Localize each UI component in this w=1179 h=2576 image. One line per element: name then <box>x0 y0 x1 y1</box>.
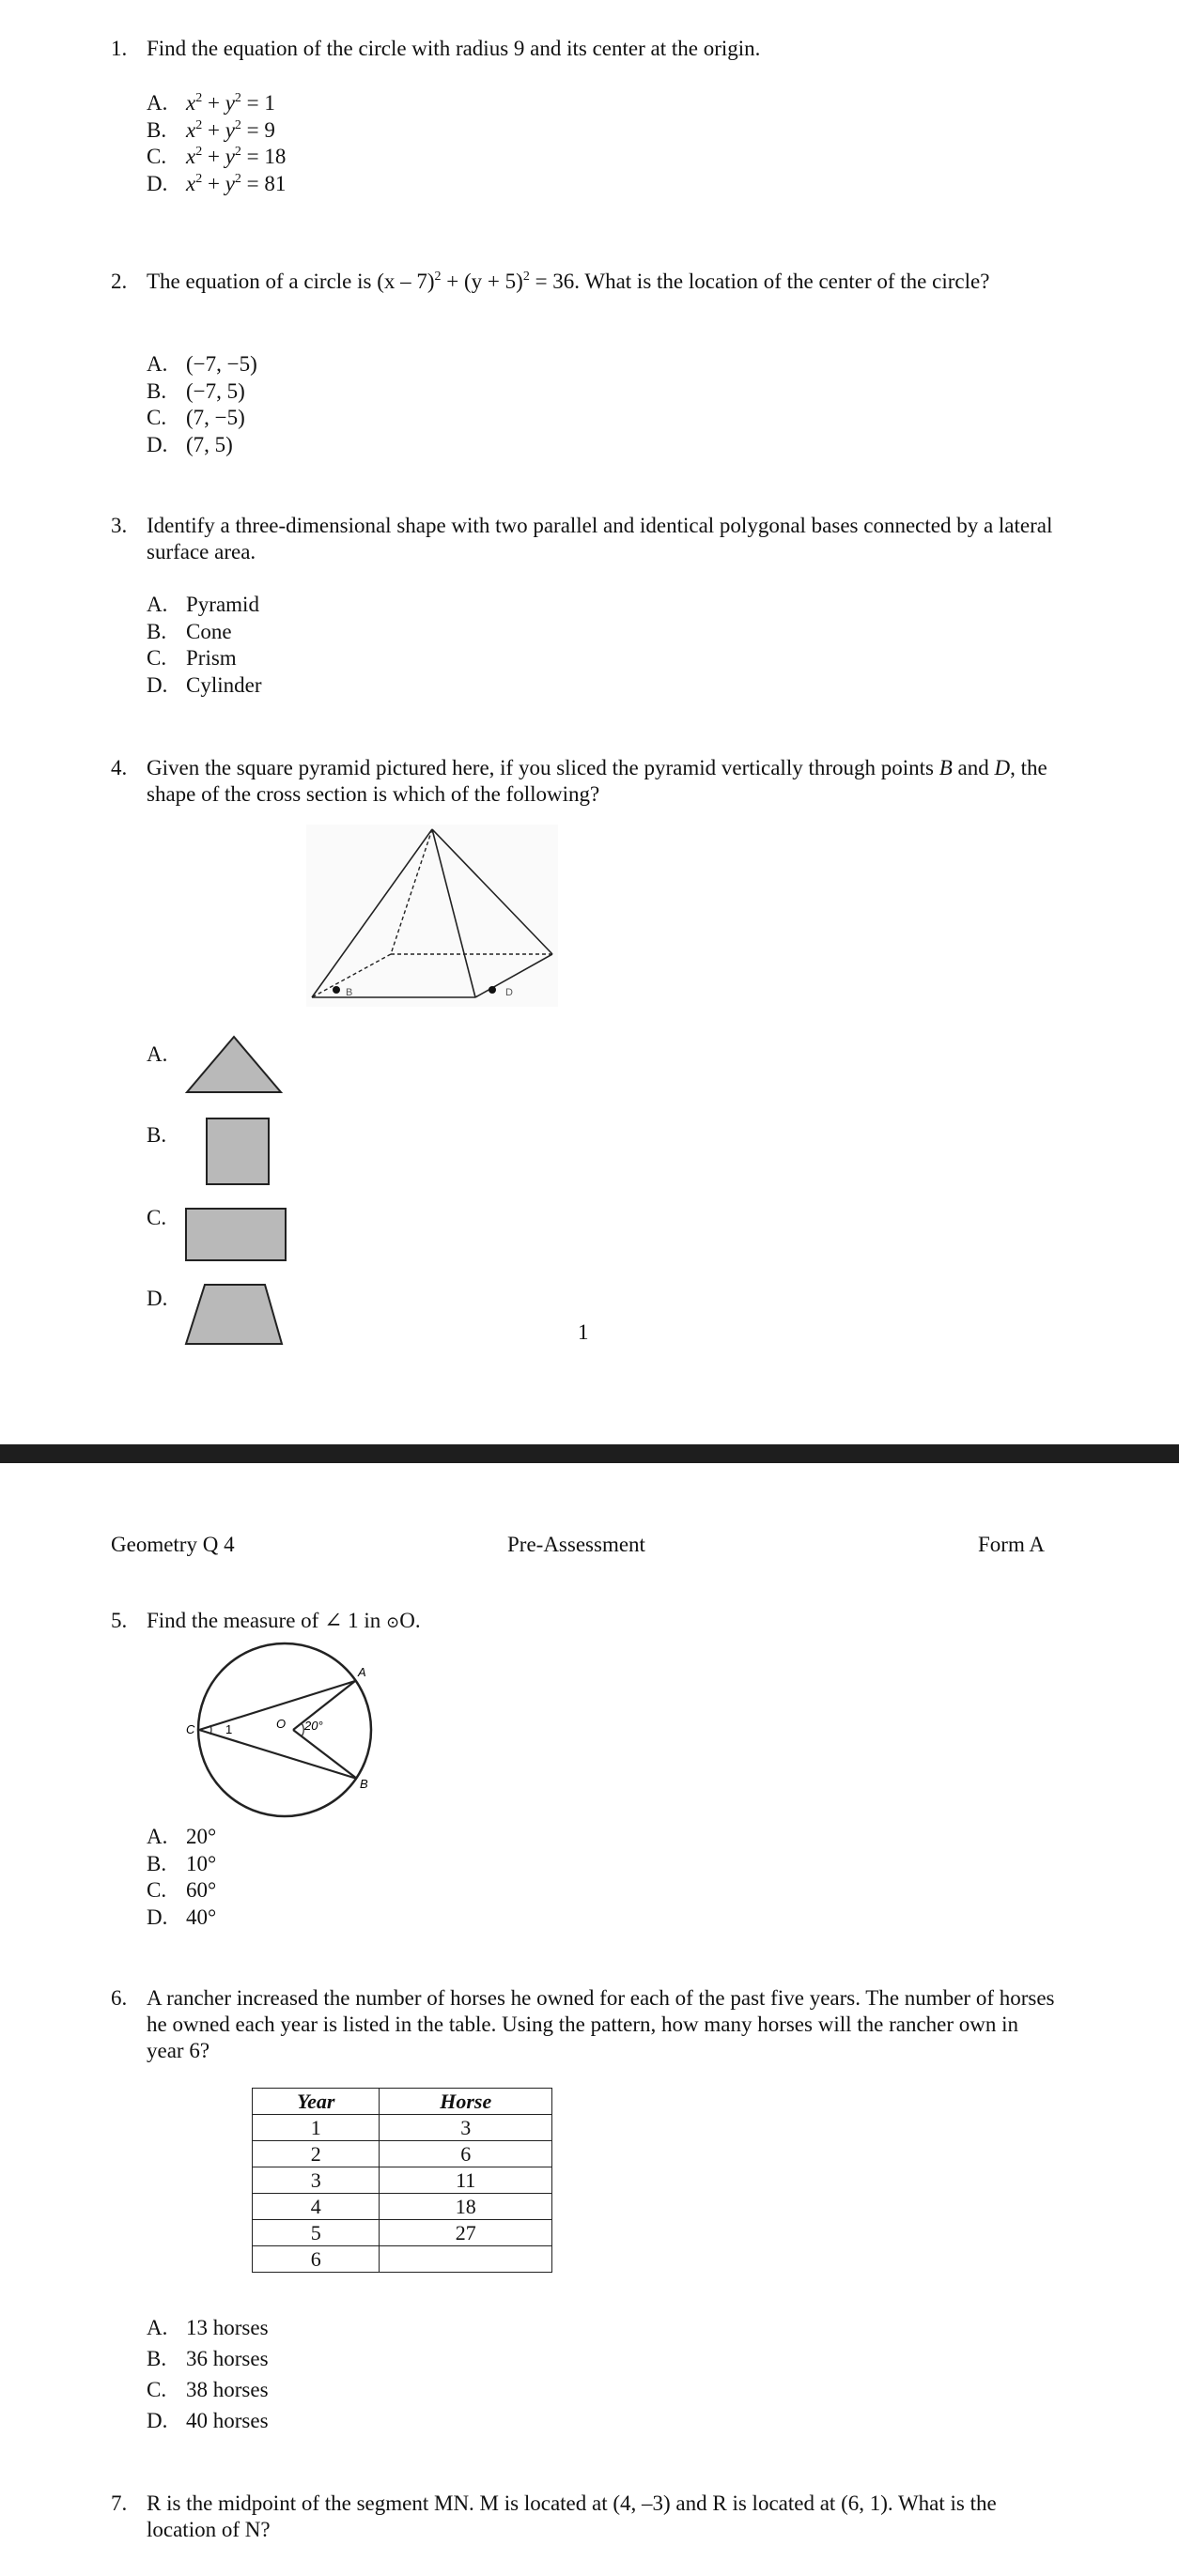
angle-20-label: 20° <box>304 1719 323 1733</box>
choice-value: 9 <box>264 117 275 142</box>
rectangle-shape <box>184 1207 289 1263</box>
question-2-choices <box>147 351 257 458</box>
choice-b[interactable] <box>147 1123 166 1148</box>
question-text: The equation of a circle is $(x - 7)^2 + (y + 5)^2 = 36$. What is the location of the center of the circle? <box>147 270 990 293</box>
text-part: The equation of a circle is (x – 7) <box>147 270 435 293</box>
point-b-label: B <box>346 987 353 998</box>
question-1-choices <box>147 90 286 197</box>
choice-label: A. <box>147 1825 168 1848</box>
choice-text: Cone <box>186 619 232 643</box>
choice-b[interactable] <box>147 2343 269 2374</box>
choice-text: 40° <box>186 1905 217 1929</box>
choice-label: B. <box>147 1123 167 1147</box>
point-a-label: A <box>358 1665 366 1679</box>
choice-a[interactable] <box>147 592 262 619</box>
center-o-label: O <box>276 1717 287 1731</box>
choice-label: B. <box>147 2347 167 2370</box>
text-part: Given the square pyramid pictured here, if you sliced the pyramid vertically through points <box>147 756 939 779</box>
triangle-polygon <box>187 1037 281 1092</box>
table-header-horse: Horse <box>380 2089 552 2115</box>
year-cell: 4 <box>253 2194 380 2220</box>
choice-c[interactable] <box>147 1877 216 1905</box>
question-number: 5. <box>111 1609 128 1632</box>
choice-label: C. <box>147 1206 167 1229</box>
question-text: R is the midpoint of the segment MN. M is located at (4, –3) and R is located at (6, 1). What is the location of N? <box>147 2491 997 2541</box>
choice-label: A. <box>147 593 168 616</box>
choice-label: D. <box>147 432 168 456</box>
choice-b[interactable] <box>147 619 262 646</box>
horse-cell: 11 <box>380 2167 552 2194</box>
choice-a[interactable] <box>147 1042 167 1067</box>
choice-text: (7, −5) <box>186 406 245 429</box>
choice-value: 18 <box>264 145 287 168</box>
year-cell: 2 <box>253 2141 380 2167</box>
table-row <box>253 2246 552 2273</box>
choice-label: D. <box>147 171 168 195</box>
choice-a[interactable]: A. $x^2 + y^2 = 1$ <box>147 90 286 117</box>
question-1 <box>111 36 1060 62</box>
choice-label: C. <box>147 646 167 670</box>
question-number: 6. <box>111 1986 128 2010</box>
angle-symbol: ∠ <box>324 1609 343 1632</box>
question-5-choices <box>147 1824 216 1931</box>
radius-oa <box>293 1681 355 1730</box>
question-6-choices <box>147 2312 269 2436</box>
horse-cell: 3 <box>380 2115 552 2141</box>
point-b-label: B <box>360 1777 368 1791</box>
choice-label: C. <box>147 406 167 429</box>
question-text: A rancher increased the number of horses he owned for each of the past five years. The number of horses he owned each year is listed in the table. Using the pattern, how many horses will the rancher own in year 6? <box>147 1986 1055 2062</box>
trapezoid-shape <box>184 1281 286 1347</box>
question-3-choices <box>147 592 262 699</box>
point-d-label: D <box>505 987 513 998</box>
header-right: Form A <box>978 1533 1045 1556</box>
choice-text: (−7, 5) <box>186 378 245 403</box>
choice-label: B. <box>147 619 167 643</box>
page-number: 1 <box>578 1320 589 1344</box>
year-cell: 6 <box>253 2246 380 2273</box>
question-number: 4. <box>111 756 128 779</box>
choice-label: C. <box>147 2378 167 2401</box>
horse-table <box>252 2088 552 2273</box>
table-row <box>253 2141 552 2167</box>
point-b-dot <box>333 986 340 994</box>
table-header-year: Year <box>253 2089 380 2115</box>
square-pyramid-figure <box>306 825 558 1007</box>
point-c-label: C <box>186 1722 195 1736</box>
horse-cell <box>380 2246 552 2273</box>
choice-label: A. <box>147 2316 168 2339</box>
question-4 <box>111 755 1060 808</box>
choice-a[interactable] <box>147 2312 269 2343</box>
question-3 <box>111 513 1060 565</box>
choice-label: B. <box>147 117 167 142</box>
choice-label: D. <box>147 1905 168 1929</box>
point-label: B <box>939 756 953 779</box>
year-cell: 5 <box>253 2220 380 2246</box>
question-2 <box>111 269 1060 295</box>
text-part: Find the measure of <box>147 1609 325 1632</box>
choice-label: B. <box>147 1851 167 1875</box>
question-5 <box>111 1608 1060 1636</box>
choice-text: 60° <box>186 1878 217 1902</box>
table-row <box>253 2115 552 2141</box>
table-row <box>253 2167 552 2194</box>
year-cell: 3 <box>253 2167 380 2194</box>
choice-c[interactable] <box>147 1206 166 1230</box>
horse-cell: 6 <box>380 2141 552 2167</box>
question-number: 7. <box>111 2491 128 2515</box>
text-part: = 36. What is the location of the center of the circle? <box>529 270 990 293</box>
horse-cell: 18 <box>380 2194 552 2220</box>
question-text <box>147 755 1060 808</box>
choice-text: 36 horses <box>186 2347 269 2370</box>
text-part: and <box>952 756 995 779</box>
text-part: 1 in <box>342 1609 386 1632</box>
choice-label: C. <box>147 145 167 168</box>
choice-d[interactable]: D. $x^2 + y^2 = 81$ <box>147 171 286 198</box>
choice-value: 81 <box>264 171 287 195</box>
choice-text: Prism <box>186 646 237 670</box>
year-cell: 1 <box>253 2115 380 2141</box>
choice-text: 38 horses <box>186 2378 269 2401</box>
choice-c[interactable]: C. $x^2 + y^2 = 18$ <box>147 144 286 171</box>
question-number: 3. <box>111 514 128 537</box>
question-text: Identify a three-dimensional shape with two parallel and identical polygonal bases connected by a lateral surface area. <box>147 514 1053 563</box>
choice-c[interactable] <box>147 645 262 672</box>
point-d-dot <box>489 986 496 994</box>
choice-text: 10° <box>186 1851 217 1875</box>
choice-b[interactable]: B. $x^2 + y^2 = 9$ <box>147 117 286 145</box>
choice-text: (−7, −5) <box>186 352 257 376</box>
text-part: + (y + 5) <box>441 270 523 293</box>
choice-text: 13 horses <box>186 2316 269 2339</box>
choice-text: 20° <box>186 1825 217 1848</box>
choice-text: Cylinder <box>186 672 262 697</box>
table-header-row <box>253 2089 552 2115</box>
circle-figure <box>178 1636 385 1824</box>
question-number: 2. <box>111 270 128 293</box>
choice-d[interactable] <box>147 432 257 459</box>
question-7 <box>111 2491 1060 2543</box>
choice-b[interactable] <box>147 378 257 406</box>
angle-20-arc <box>302 1723 303 1736</box>
text-part: , the shape of the cross section is which of the following? <box>147 756 1047 806</box>
choice-label: A. <box>147 91 168 115</box>
choice-b[interactable] <box>147 1851 216 1878</box>
choice-a[interactable] <box>147 1824 216 1851</box>
rectangle-rect <box>186 1209 286 1260</box>
square-shape <box>205 1116 272 1187</box>
choice-c[interactable] <box>147 2374 269 2405</box>
header-center: Pre-Assessment <box>507 1533 645 1556</box>
circle-symbol: ⊙ <box>386 1613 400 1631</box>
choice-c[interactable] <box>147 405 257 432</box>
choice-value: 1 <box>264 91 275 115</box>
horse-cell: 27 <box>380 2220 552 2246</box>
choice-label: B. <box>147 378 167 403</box>
point-label: D <box>994 756 1011 779</box>
choice-a[interactable] <box>147 351 257 378</box>
choice-label: A. <box>147 1042 168 1066</box>
choice-d[interactable] <box>147 2405 269 2436</box>
choice-label: D. <box>147 672 168 697</box>
trapezoid-polygon <box>186 1285 282 1344</box>
choice-label: D. <box>147 2409 168 2432</box>
question-6 <box>111 1985 1060 2064</box>
question-number: 1. <box>111 37 128 60</box>
choice-text: 40 horses <box>186 2409 269 2432</box>
header-left: Geometry Q 4 <box>111 1533 235 1556</box>
choice-d[interactable] <box>147 1287 167 1311</box>
question-text <box>147 1608 1060 1636</box>
choice-text: Pyramid <box>186 593 259 616</box>
table-row <box>253 2220 552 2246</box>
choice-text: (7, 5) <box>186 432 233 456</box>
square-rect <box>207 1118 269 1184</box>
text-part: O. <box>399 1609 421 1632</box>
choice-d[interactable] <box>147 672 262 700</box>
question-text: Find the equation of the circle with radius 9 and its center at the origin. <box>147 37 761 60</box>
page-separator <box>0 1444 1179 1463</box>
angle-1-label: 1 <box>225 1722 233 1736</box>
choice-label: A. <box>147 352 168 376</box>
choice-d[interactable] <box>147 1905 216 1932</box>
radius-ob <box>293 1730 357 1779</box>
table-row <box>253 2194 552 2220</box>
chord-cb <box>199 1730 357 1779</box>
choice-label: C. <box>147 1878 167 1902</box>
triangle-shape <box>184 1033 284 1095</box>
angle-1-arc <box>210 1725 211 1735</box>
choice-label: D. <box>147 1287 168 1310</box>
